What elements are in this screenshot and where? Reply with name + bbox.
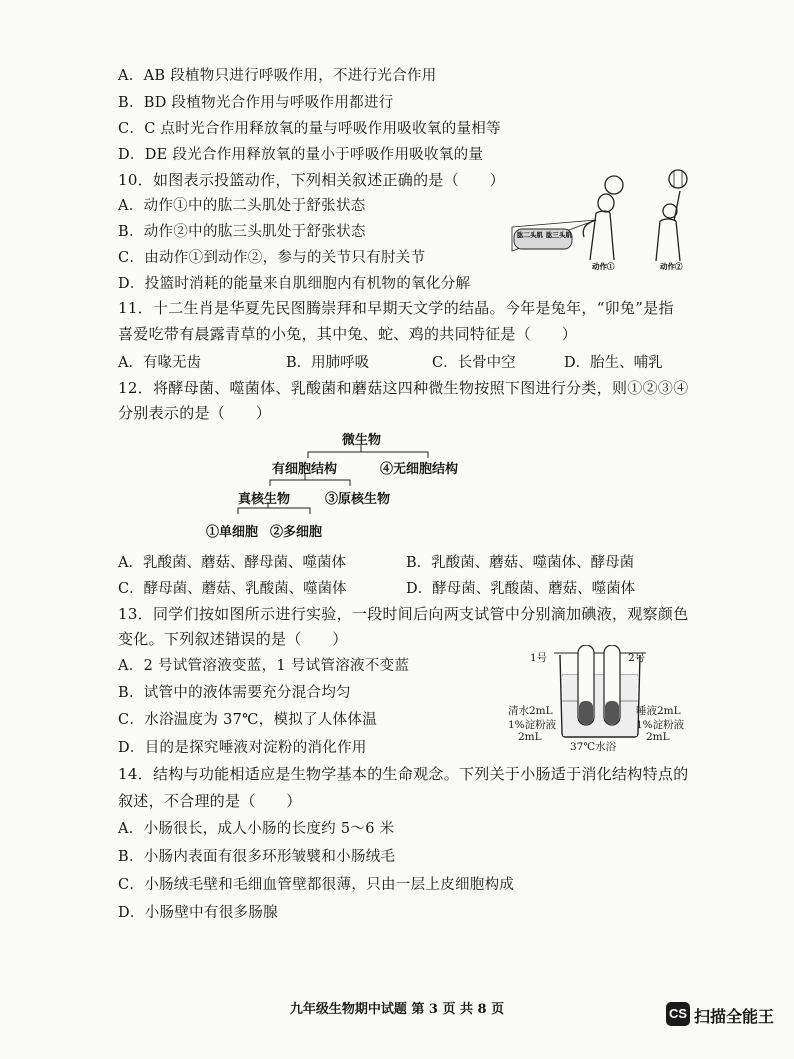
q12-option-a: A．乳酸菌、蘑菇、酵母菌、噬菌体 xyxy=(118,555,346,571)
q10-option-d: D．投篮时消耗的能量来自肌细胞内有机物的氧化分解 xyxy=(118,276,471,292)
q12-option-c: C．酵母菌、蘑菇、乳酸菌、噬菌体 xyxy=(118,581,347,597)
q14-option-a: A．小肠很长，成人小肠的长度约 5～6 米 xyxy=(118,821,395,837)
q14-stem-line1: 14．结构与功能相适应是生物学基本的生命观念。下列关于小肠适于消化结构特点的 xyxy=(118,765,689,783)
q10-stem: 10．如图表示投篮动作，下列相关叙述正确的是（ ） xyxy=(118,171,505,189)
q13-stem-line2: 变化。下列叙述错误的是（ ） xyxy=(118,630,348,648)
q14-option-d: D．小肠壁中有很多肠腺 xyxy=(118,905,278,921)
label-triceps: 肱三头肌 xyxy=(546,231,572,239)
tube-1-label: 1号 xyxy=(530,652,548,664)
q9-option-c: C．C 点时光合作用释放氧的量与呼吸作用吸收氧的量相等 xyxy=(118,121,501,137)
q11-option-a: A．有喙无齿 xyxy=(118,355,201,371)
basketball-shot-figure xyxy=(510,165,700,275)
q13-stem-line1: 13．同学们按如图所示进行实验，一段时间后向两支试管中分别滴加碘液，观察颜色 xyxy=(118,605,689,623)
q10-option-b: B．动作②中的肱三头肌处于舒张状态 xyxy=(118,224,366,240)
q12-option-d: D．酵母菌、乳酸菌、蘑菇、噬菌体 xyxy=(406,581,636,597)
tree-unicellular: ①单细胞 xyxy=(206,525,259,540)
q13-option-b: B．试管中的液体需要充分混合均匀 xyxy=(118,685,351,701)
q14-option-b: B．小肠内表面有很多环形皱襞和小肠绒毛 xyxy=(118,849,396,865)
q10-option-a: A．动作①中的肱二头肌处于舒张状态 xyxy=(118,198,366,214)
q11-option-d: D．胎生、哺乳 xyxy=(564,355,663,371)
camscanner-logo-icon: CS xyxy=(666,1002,690,1026)
q9-option-a: A．AB 段植物只进行呼吸作用，不进行光合作用 xyxy=(118,68,437,84)
q11-option-c: C．长骨中空 xyxy=(432,355,516,371)
q14-option-c: C．小肠绒毛壁和毛细血管壁都很薄，只由一层上皮细胞构成 xyxy=(118,877,515,893)
q13-option-c: C．水浴温度为 37℃，模拟了人体体温 xyxy=(118,712,378,728)
tree-cellular: 有细胞结构 xyxy=(272,462,338,477)
q13-option-d: D．目的是探究唾液对淀粉的消化作用 xyxy=(118,740,367,756)
tube-1-water: 清水2mL xyxy=(508,705,553,717)
tube-2-starch: 1%淀粉液 xyxy=(636,719,685,731)
q12-option-b: B．乳酸菌、蘑菇、噬菌体、酵母菌 xyxy=(406,555,635,571)
tube-2-label: 2号 xyxy=(628,652,646,664)
q11-stem-line2: 喜爱吃带有晨露青草的小兔，其中兔、蛇、鸡的共同特征是（ ） xyxy=(118,325,578,343)
page-footer: 九年级生物期中试题 第 3 页 共 8 页 xyxy=(289,1002,505,1017)
tube-1-starch: 1%淀粉液 xyxy=(508,719,557,731)
caption-action-1: 动作① xyxy=(592,262,615,271)
q12-stem-line1: 12．将酵母菌、噬菌体、乳酸菌和蘑菇这四种微生物按照下图进行分类，则①②③④ xyxy=(118,379,689,397)
tree-acellular: ④无细胞结构 xyxy=(380,462,459,477)
tube-2-volume: 2mL xyxy=(646,731,670,743)
q13-option-a: A．2 号试管溶液变蓝，1 号试管溶液不变蓝 xyxy=(118,658,410,674)
q14-stem-line2: 叙述，不合理的是（ ） xyxy=(118,792,302,810)
tube-2-saliva: 唾液2mL xyxy=(636,705,681,717)
tube-1-volume: 2mL xyxy=(518,731,542,743)
q9-option-d: D．DE 段光合作用释放氧的量小于呼吸作用吸收氧的量 xyxy=(118,147,484,163)
tree-eukaryote: 真核生物 xyxy=(238,492,291,507)
tree-multicellular: ②多细胞 xyxy=(270,525,323,540)
label-biceps: 肱二头肌 xyxy=(517,231,543,239)
q10-option-c: C．由动作①到动作②，参与的关节只有肘关节 xyxy=(118,250,426,266)
q12-stem-line2: 分别表示的是（ ） xyxy=(118,404,272,422)
q11-stem-line1: 11．十二生肖是华夏先民图腾崇拜和早期天文学的结晶。今年是兔年，“卯兔”是指 xyxy=(118,299,674,317)
tree-prokaryote: ③原核生物 xyxy=(325,492,391,507)
water-bath-label: 37℃水浴 xyxy=(570,741,617,753)
q9-option-b: B．BD 段植物光合作用与呼吸作用都进行 xyxy=(118,95,394,111)
camscanner-watermark: 扫描全能王 xyxy=(694,1009,775,1026)
q11-option-b: B．用肺呼吸 xyxy=(286,355,370,371)
tree-root: 微生物 xyxy=(342,433,382,448)
caption-action-2: 动作② xyxy=(660,262,683,271)
